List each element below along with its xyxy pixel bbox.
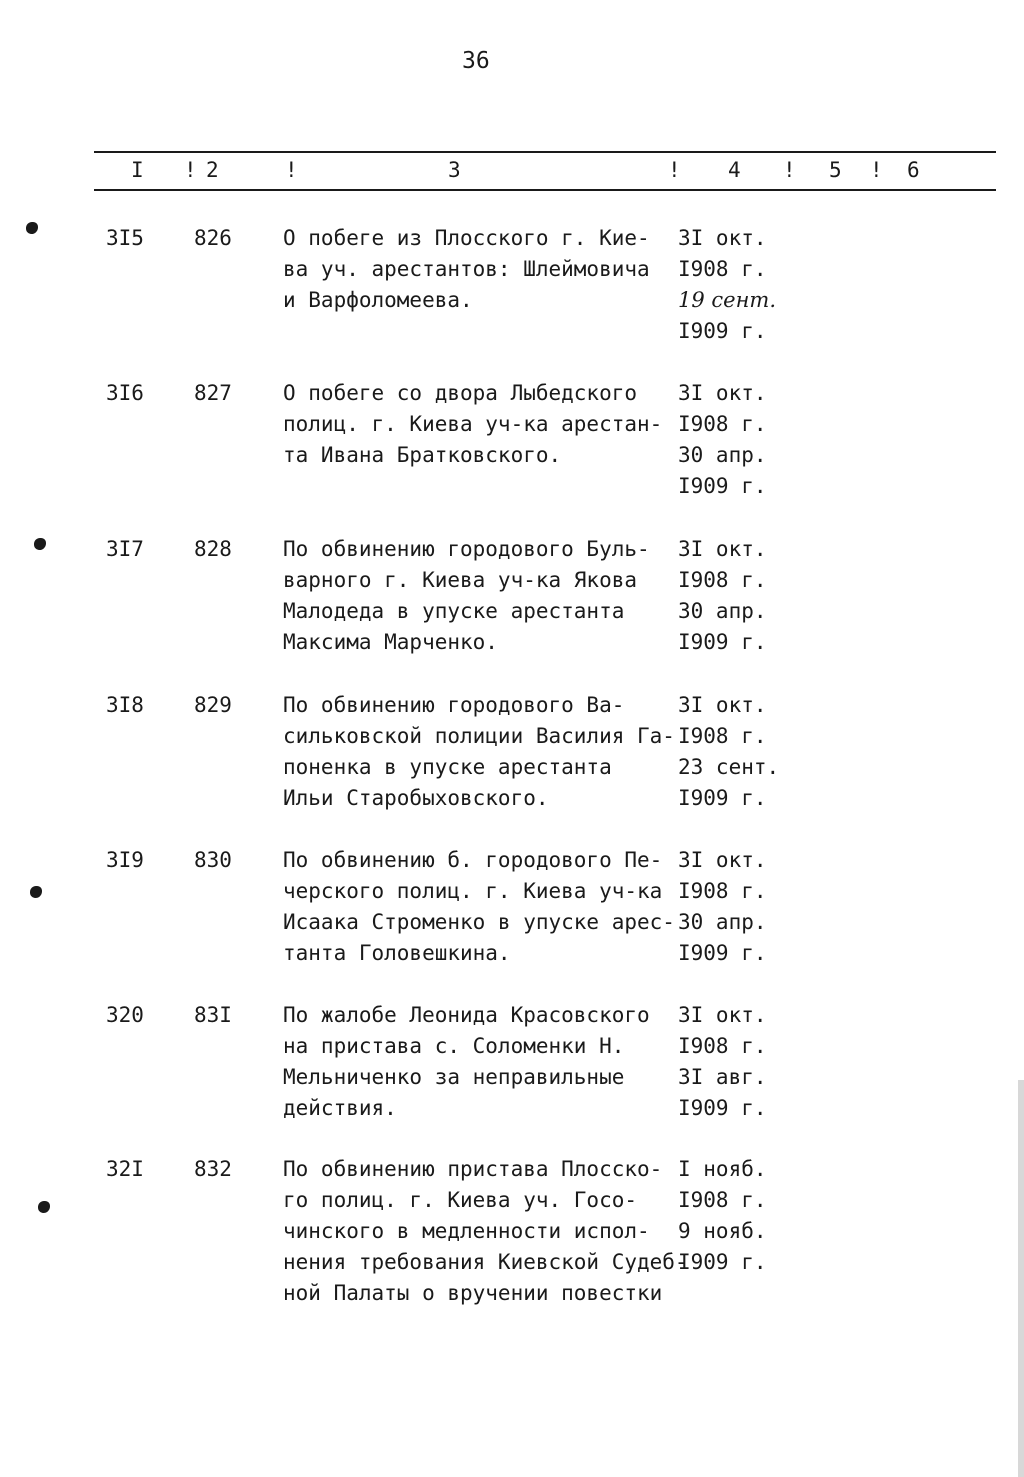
- header-separator-4: !: [783, 158, 796, 182]
- date-line: 3I окт.: [678, 693, 767, 717]
- binding-hole-mark: [38, 1201, 50, 1213]
- description-line: По обвинению городового Ва-: [283, 693, 625, 717]
- entry-description: [283, 845, 679, 969]
- date-line: 9 нояб.: [678, 1219, 767, 1243]
- header-rule-top: [94, 151, 996, 153]
- description-line: Исаака Строменко в упуске арес-: [283, 910, 675, 934]
- date-line: I908 г.: [678, 724, 767, 748]
- entry-dates: [678, 690, 798, 814]
- date-line: I908 г.: [678, 879, 767, 903]
- entry-number: 3I9: [106, 848, 144, 872]
- case-number: 83I: [194, 1003, 232, 1027]
- handwritten-date-line: 19 сент.: [678, 288, 777, 312]
- table-header: [0, 158, 1024, 184]
- date-line: 30 апр.: [678, 443, 767, 467]
- page-number: 36: [462, 48, 490, 74]
- entry-number: 3I8: [106, 693, 144, 717]
- description-line: черского полиц. г. Киева уч-ка: [283, 879, 663, 903]
- description-line: танта Головешкина.: [283, 941, 511, 965]
- entry-description: [283, 690, 679, 814]
- entry-dates: [678, 223, 798, 347]
- header-col-3: 3: [448, 158, 461, 182]
- description-line: на пристава с. Соломенки Н.: [283, 1034, 625, 1058]
- case-number: 829: [194, 693, 232, 717]
- date-line: 3I авг.: [678, 1065, 767, 1089]
- date-line: 3I окт.: [678, 1003, 767, 1027]
- date-line: 23 сент.: [678, 755, 780, 779]
- entry-dates: [678, 1154, 798, 1278]
- description-line: Максима Марченко.: [283, 630, 498, 654]
- header-separator-5: !: [870, 158, 883, 182]
- binding-hole-mark: [34, 538, 46, 550]
- description-line: ва уч. арестантов: Шлеймовича: [283, 257, 650, 281]
- header-separator-3: !: [668, 158, 681, 182]
- date-line: 3I окт.: [678, 226, 767, 250]
- description-line: ной Палаты о вручении повестки: [283, 1281, 663, 1305]
- binding-hole-mark: [26, 222, 38, 234]
- date-line: I909 г.: [678, 474, 767, 498]
- date-line: I909 г.: [678, 1250, 767, 1274]
- description-line: поненка в упуске арестанта: [283, 755, 612, 779]
- header-col-4: 4: [728, 158, 741, 182]
- entry-number: 32I: [106, 1157, 144, 1181]
- date-line: I908 г.: [678, 568, 767, 592]
- date-line: I909 г.: [678, 319, 767, 343]
- description-line: Мельниченко за неправильные: [283, 1065, 625, 1089]
- scan-edge-shadow: [1018, 1080, 1024, 1477]
- date-line: 3I окт.: [678, 381, 767, 405]
- description-line: го полиц. г. Киева уч. Госо-: [283, 1188, 638, 1212]
- case-number: 827: [194, 381, 232, 405]
- date-line: I908 г.: [678, 257, 767, 281]
- entry-dates: [678, 378, 798, 502]
- date-line: 3I окт.: [678, 848, 767, 872]
- description-line: О побеге со двора Лыбедского: [283, 381, 638, 405]
- description-line: действия.: [283, 1096, 397, 1120]
- description-line: варного г. Киева уч-ка Якова: [283, 568, 638, 592]
- description-line: та Ивана Братковского.: [283, 443, 562, 467]
- header-col-2: 2: [206, 158, 219, 182]
- date-line: I нояб.: [678, 1157, 767, 1181]
- entry-dates: [678, 845, 798, 969]
- entry-description: [283, 378, 679, 471]
- case-number: 832: [194, 1157, 232, 1181]
- date-line: I908 г.: [678, 412, 767, 436]
- header-col-5: 5: [829, 158, 842, 182]
- entry-description: [283, 223, 679, 316]
- entry-number: 3I6: [106, 381, 144, 405]
- description-line: сильковской полиции Василия Га-: [283, 724, 675, 748]
- case-number: 830: [194, 848, 232, 872]
- date-line: 30 апр.: [678, 910, 767, 934]
- entry-dates: [678, 1000, 798, 1124]
- header-rule-bottom: [94, 189, 996, 191]
- date-line: I909 г.: [678, 941, 767, 965]
- date-line: 3I окт.: [678, 537, 767, 561]
- binding-hole-mark: [30, 886, 42, 898]
- entry-number: 320: [106, 1003, 144, 1027]
- description-line: Малодеда в упуске арестанта: [283, 599, 625, 623]
- header-col-6: 6: [907, 158, 920, 182]
- date-line: I909 г.: [678, 630, 767, 654]
- description-line: По обвинению городового Буль-: [283, 537, 650, 561]
- case-number: 826: [194, 226, 232, 250]
- entry-description: [283, 1154, 688, 1309]
- description-line: По обвинению б. городового Пе-: [283, 848, 663, 872]
- header-col-1: I: [131, 158, 144, 182]
- description-line: и Варфоломеева.: [283, 288, 473, 312]
- description-line: полиц. г. Киева уч-ка арестан-: [283, 412, 663, 436]
- entry-dates: [678, 534, 798, 658]
- description-line: чинского в медленности испол-: [283, 1219, 650, 1243]
- date-line: I909 г.: [678, 1096, 767, 1120]
- date-line: I908 г.: [678, 1034, 767, 1058]
- entry-number: 3I7: [106, 537, 144, 561]
- description-line: нения требования Киевской Судеб-: [283, 1250, 688, 1274]
- entry-description: [283, 534, 679, 658]
- date-line: I909 г.: [678, 786, 767, 810]
- entry-number: 3I5: [106, 226, 144, 250]
- header-separator-1: !: [184, 158, 197, 182]
- header-separator-2: !: [285, 158, 298, 182]
- description-line: Ильи Старобыховского.: [283, 786, 549, 810]
- description-line: По жалобе Леонида Красовского: [283, 1003, 650, 1027]
- description-line: О побеге из Плосского г. Кие-: [283, 226, 650, 250]
- case-number: 828: [194, 537, 232, 561]
- description-line: По обвинению пристава Плосско-: [283, 1157, 663, 1181]
- date-line: I908 г.: [678, 1188, 767, 1212]
- date-line: 30 апр.: [678, 599, 767, 623]
- entry-description: [283, 1000, 679, 1124]
